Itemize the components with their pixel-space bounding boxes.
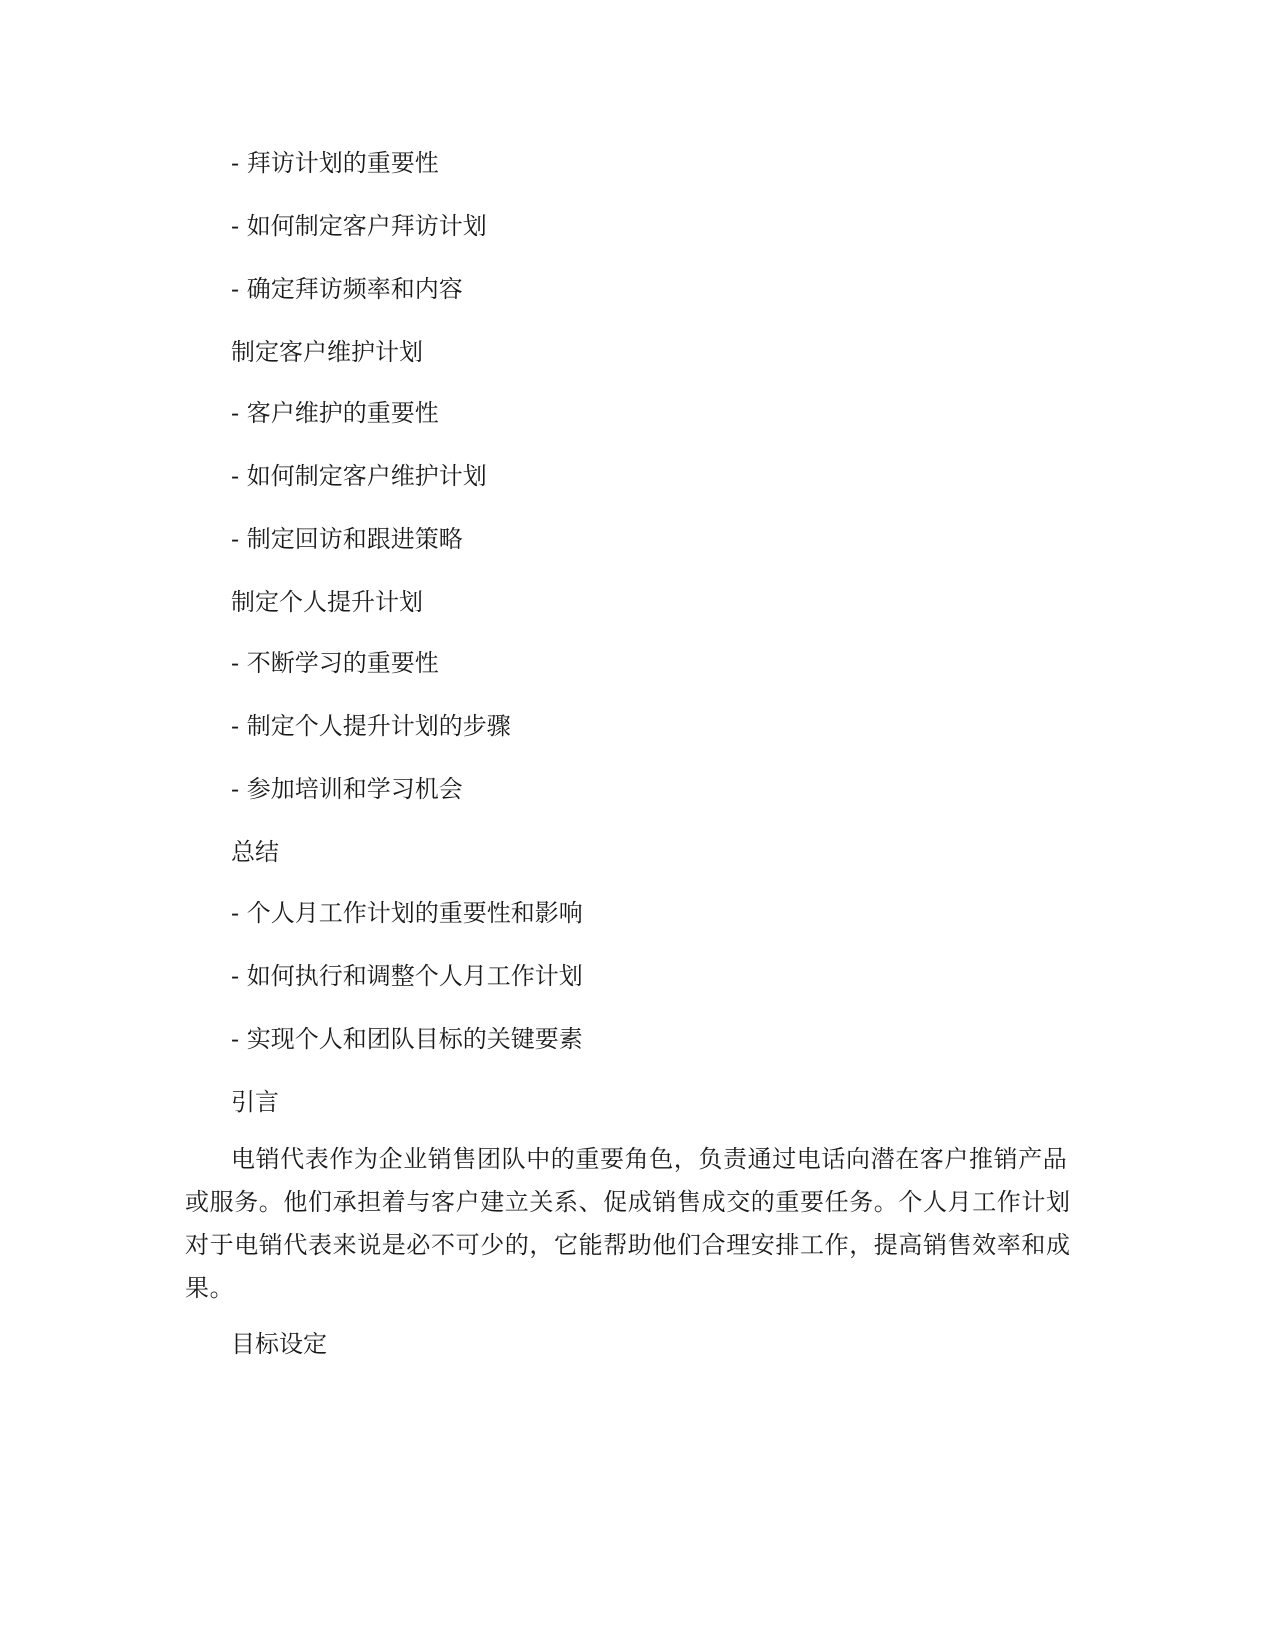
list-item: - 个人月工作计划的重要性和影响 bbox=[231, 899, 583, 927]
section-heading: 制定个人提升计划 bbox=[231, 588, 423, 616]
section-heading: 制定客户维护计划 bbox=[231, 338, 423, 366]
list-item: - 实现个人和团队目标的关键要素 bbox=[231, 1025, 583, 1053]
list-item: - 客户维护的重要性 bbox=[231, 399, 439, 427]
list-item: - 不断学习的重要性 bbox=[231, 649, 439, 677]
list-item: - 拜访计划的重要性 bbox=[231, 149, 439, 177]
list-item: - 如何执行和调整个人月工作计划 bbox=[231, 962, 583, 990]
list-item: - 制定回访和跟进策略 bbox=[231, 525, 463, 553]
list-item: - 确定拜访频率和内容 bbox=[231, 275, 463, 303]
section-heading: 总结 bbox=[231, 838, 279, 866]
intro-paragraph: 电销代表作为企业销售团队中的重要角色，负责通过电话向潜在客户推销产品或服务。他们承担着与客户建立关系、促成销售成交的重要任务。个人月工作计划对于电销代表来说是必不可少的，它能帮助他们合理安排工作，提高销售效率和成果。 bbox=[185, 1145, 1071, 1302]
section-heading: 目标设定 bbox=[231, 1330, 327, 1358]
section-heading: 引言 bbox=[231, 1088, 279, 1116]
list-item: - 如何制定客户拜访计划 bbox=[231, 212, 487, 240]
list-item: - 制定个人提升计划的步骤 bbox=[231, 712, 511, 740]
list-item: - 参加培训和学习机会 bbox=[231, 775, 463, 803]
list-item: - 如何制定客户维护计划 bbox=[231, 462, 487, 490]
